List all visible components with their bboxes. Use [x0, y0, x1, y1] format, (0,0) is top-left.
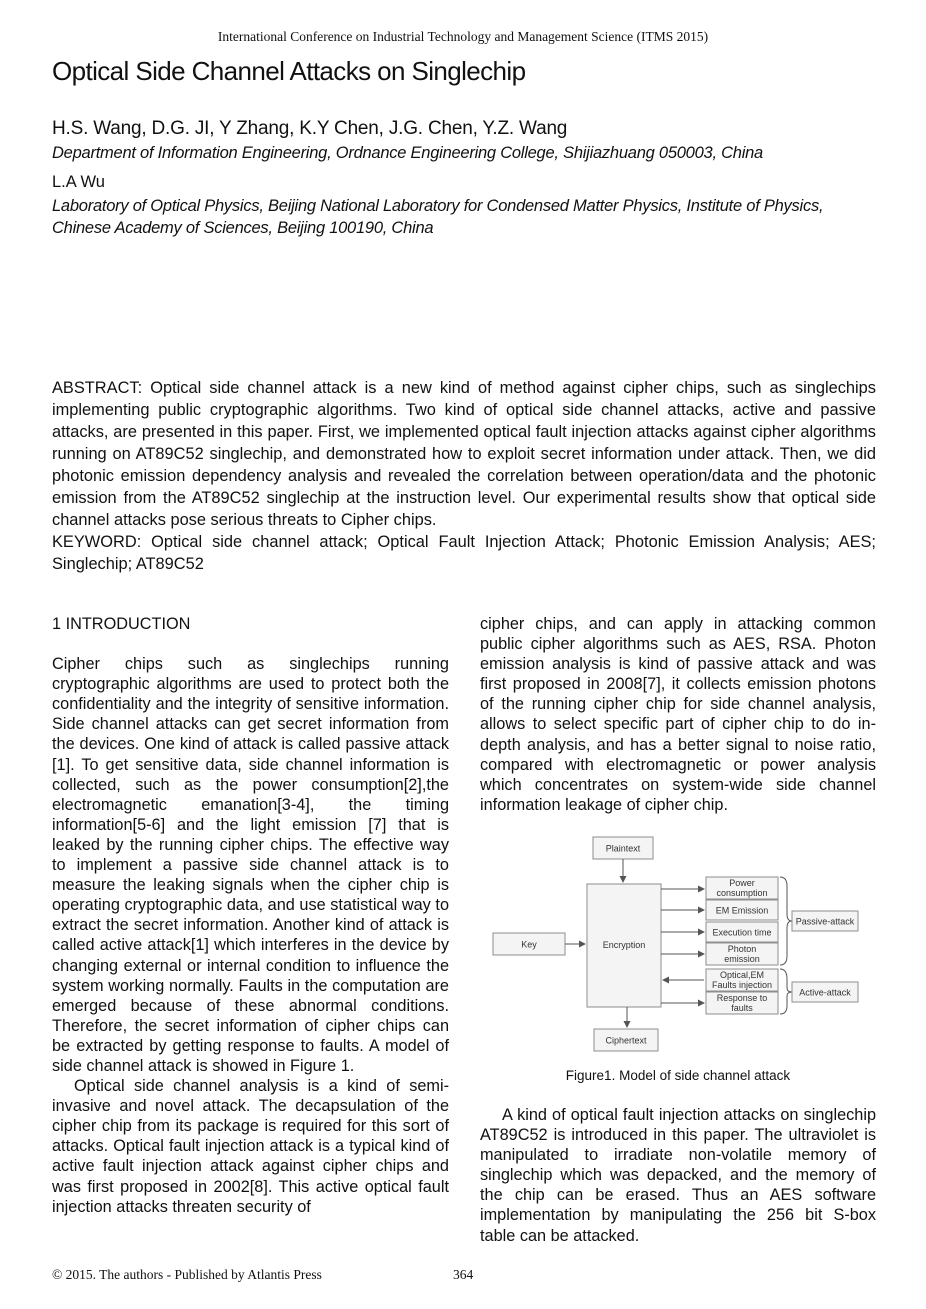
- abstract-block: [52, 377, 876, 575]
- key-label: Key: [521, 939, 537, 950]
- author-list-2: L.A Wu: [52, 173, 105, 191]
- figure-1-diagram: [490, 834, 870, 1061]
- power-label-line2: consumption: [716, 888, 768, 898]
- keywords-text: KEYWORD: Optical side channel attack; Optical Fault Injection Attack; Photonic Emission Analysis; AES; Singlechip; AT89C52: [52, 533, 876, 573]
- figure-1-caption: Figure1. Model of side channel attack: [565, 1068, 791, 1083]
- section-heading-introduction: 1 INTRODUCTION: [52, 615, 191, 633]
- plaintext-label: Plaintext: [605, 843, 641, 854]
- optical-label-line2: Faults injection: [711, 980, 773, 990]
- affiliation-1: Department of Information Engineering, Ordnance Engineering College, Shijiazhuang 050003, China: [52, 144, 763, 162]
- intro-paragraph-1: Cipher chips such as singlechips running cryptographic algorithms are used to protect both the confidentiality and the integrity of sensitive information. Side channel attacks can get secret information from the devices. One kind of attack is called passive attack [1]. To get sensitive data, side channel information is collected, such as the power consumption[2],the electromagnetic emanation[3-4], the timing information[5-6] and the light emission [7] that is leaked by the running cipher chips. The effective way to implement a passive side channel attack is to measure the leaking signals when the cipher chip is operating cryptographic data, and use statistical way to extract the secret information. Another kind of attack is called active attack[1] which interferes in the device by changing external or internal condition to influence the system working normally. Faults in the computation are emerged because of these abnormal conditions. Therefore, the secret information of cipher chips can be extracted by getting response to faults. A model of side channel attack is showed in Figure 1.: [52, 655, 449, 1075]
- intro-paragraph-2-continued: cipher chips, and can apply in attacking common public cipher algorithms such as AES, RSA. Photon emission analysis is kind of passive attack and was first proposed in 2008[7], it collects emission photons of the running cipher chip for side channel analysis, allows to select specific part of cipher chip to do in-depth analysis, and has a better signal to noise ratio, compared with electromagnetic or power analysis which concentrates on system-wide side channel information leakage of cipher chip.: [480, 615, 876, 814]
- active-brace: [780, 969, 792, 1014]
- response-label-line1: Response to: [716, 993, 768, 1003]
- em-emission-label: EM Emission: [715, 905, 769, 916]
- page-number: 364: [453, 1267, 474, 1282]
- author-list-1: H.S. Wang, D.G. JI, Y Zhang, K.Y Chen, J.G. Chen, Y.Z. Wang: [52, 118, 568, 139]
- power-label-line1: Power: [729, 878, 755, 888]
- photon-label-line1: Photon: [727, 944, 757, 954]
- encryption-label: Encryption: [602, 940, 646, 950]
- left-column: [52, 614, 449, 1217]
- active-attack-label: Active-attack: [799, 987, 851, 998]
- execution-time-label: Execution time: [712, 927, 772, 938]
- abstract-text: ABSTRACT: Optical side channel attack is a new kind of method against cipher chips, such as singlechips implementing public cryptographic algorithms. Two kind of optical side channel attacks, active and passive attacks, are presented in this paper. First, we implemented optical fault injection attacks against cipher algorithms running on AT89C52 singlechip, and demonstrated how to exploit secret information under attack. Then, we did photonic emission dependency analysis and revealed the correlation between operation/data and the photonic emission from the AT89C52 singlechip at the instruction level. Our experimental results show that optical side channel attacks pose serious threats to Cipher chips.: [52, 379, 876, 529]
- ciphertext-label: Ciphertext: [605, 1035, 647, 1046]
- passive-attack-label: Passive-attack: [795, 916, 855, 927]
- response-label-line2: faults: [731, 1003, 753, 1013]
- side-channel-model-svg: [490, 834, 870, 1056]
- affiliation-2: Laboratory of Optical Physics, Beijing National Laboratory for Condensed Matter Physics, Institute of Physics, Chinese Academy of Sciences, Beijing 100190, China: [52, 197, 824, 237]
- right-column-top: [480, 614, 876, 815]
- conference-header: International Conference on Industrial Technology and Management Science (ITMS 2015): [217, 29, 709, 44]
- intro-paragraph-2: Optical side channel analysis is a kind of semi-invasive and novel attack. The decapsulation of the cipher chip from its package is required for this sort of attacks. Optical fault injection attack is a typical kind of active fault injection attack against cipher chips and was first proposed in 2002[8]. This active optical fault injection attacks threaten security of: [52, 1077, 449, 1216]
- right-column-bottom: [480, 1105, 876, 1246]
- paper-title: Optical Side Channel Attacks on Singlechip: [52, 56, 526, 86]
- passive-brace: [780, 877, 792, 965]
- intro-paragraph-3: A kind of optical fault injection attacks on singlechip AT89C52 is introduced in this paper. The ultraviolet is manipulated to irradiate non-volatile memory of singlechip which was depacked, and the memory of the chip can be erased. Thus an AES software implementation by manipulating the 256 bit S-box table can be attacked.: [480, 1106, 876, 1245]
- footer-copyright: © 2015. The authors - Published by Atlantis Press: [52, 1267, 322, 1282]
- photon-label-line2: emission: [724, 954, 760, 964]
- optical-label-line1: Optical,EM: [719, 970, 765, 980]
